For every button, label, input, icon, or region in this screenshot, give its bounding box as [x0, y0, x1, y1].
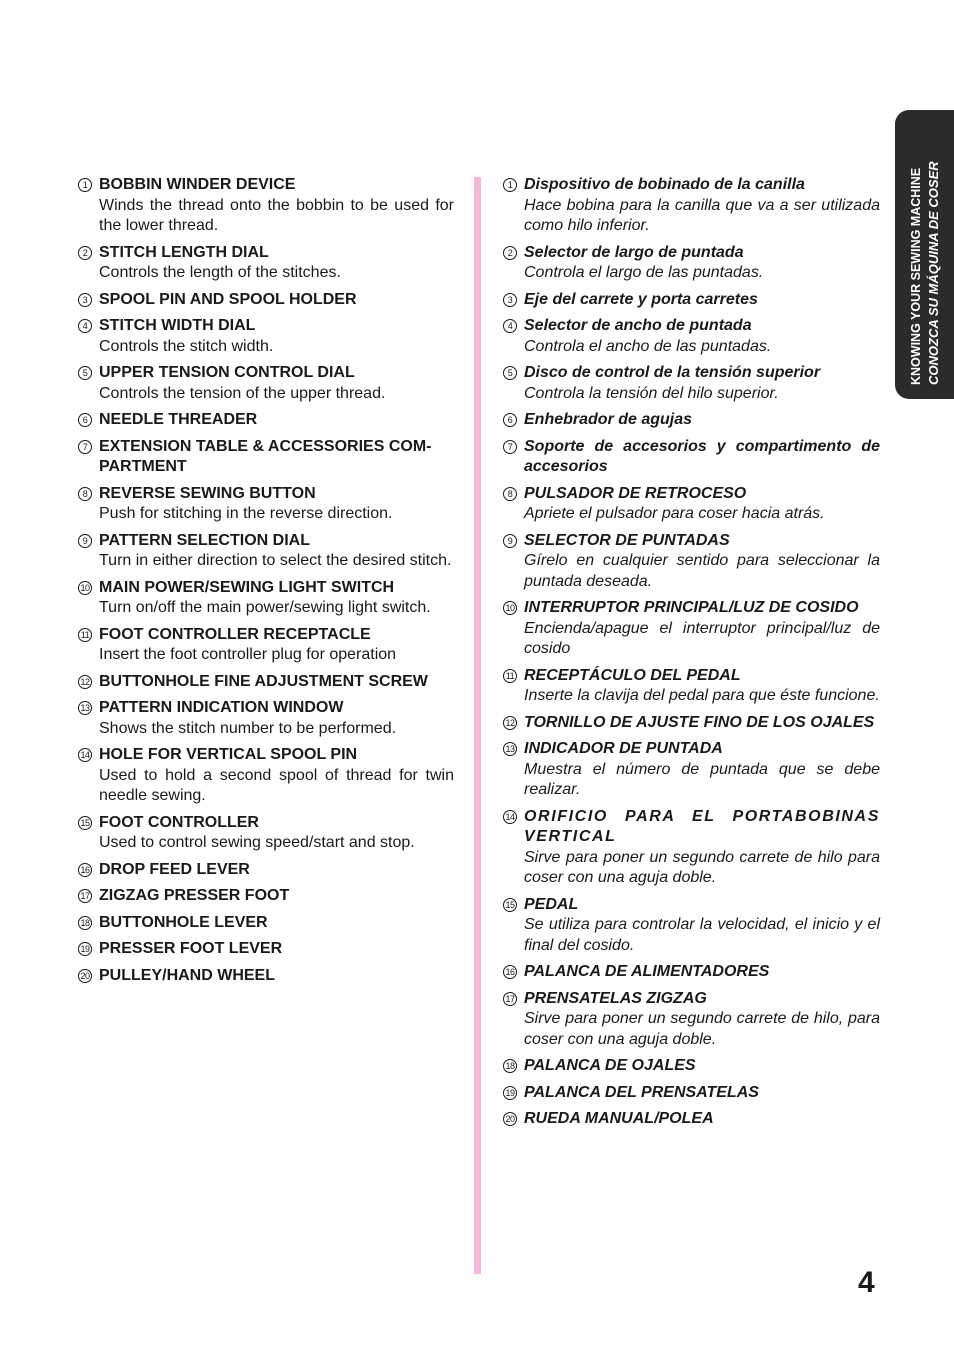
- item-heading: [78, 484, 454, 505]
- item-heading: [78, 913, 454, 934]
- parts-list-item: [503, 895, 880, 957]
- parts-list-item: [503, 484, 880, 525]
- item-number-badge: 11: [78, 628, 92, 642]
- item-number-badge: 4: [78, 319, 92, 333]
- item-title: TORNILLO DE AJUSTE FINO DE LOS OJALES: [524, 713, 875, 731]
- item-title: PEDAL: [524, 895, 579, 913]
- item-number-badge: 6: [78, 413, 92, 427]
- item-heading: [78, 886, 454, 907]
- item-title: PALANCA DE ALIMENTADORES: [524, 963, 770, 980]
- item-title: BUTTONHOLE FINE ADJUSTMENT SCREW: [99, 672, 428, 690]
- parts-list-item: [78, 966, 454, 987]
- item-description: Shows the stitch number to be performed.: [99, 719, 397, 737]
- item-title: ZIGZAG PRESSER FOOT: [99, 887, 290, 904]
- item-heading: [78, 672, 454, 693]
- parts-list-item: [503, 410, 880, 431]
- parts-list-item: [503, 666, 880, 707]
- item-title: RECEPTÁCULO DEL PEDAL: [524, 666, 741, 684]
- item-title: REVERSE SEWING BUTTON: [99, 484, 316, 502]
- item-number-badge: 8: [503, 487, 517, 501]
- item-title: ORIFICIO PARA EL PORTABOBINAS VERTICAL: [524, 807, 880, 845]
- parts-list-item: [503, 175, 880, 237]
- item-description: Controls the stitch width.: [99, 337, 274, 355]
- item-title: PATTERN SELECTION DIAL: [99, 531, 310, 549]
- item-title: SPOOL PIN AND SPOOL HOLDER: [99, 290, 357, 308]
- item-number-badge: 2: [78, 246, 92, 260]
- parts-list-item: [503, 531, 880, 593]
- item-heading: [503, 484, 880, 505]
- item-title: BOBBIN WINDER DEVICE: [99, 176, 296, 193]
- item-heading: [78, 363, 454, 384]
- item-title: INDICADOR DE PUNTADA: [524, 740, 723, 757]
- item-number-badge: 18: [503, 1059, 517, 1073]
- item-heading: [503, 666, 880, 687]
- parts-list-item: [78, 316, 454, 357]
- item-title: NEEDLE THREADER: [99, 411, 258, 428]
- item-description: Controls the tension of the upper thread.: [99, 384, 386, 402]
- item-title: Eje del carrete y porta carretes: [524, 290, 758, 308]
- item-heading: [78, 316, 454, 337]
- item-title: Selector de ancho de puntada: [524, 317, 752, 334]
- parts-list-item: [503, 962, 880, 983]
- item-number-badge: 5: [503, 366, 517, 380]
- parts-list-item: [78, 484, 454, 525]
- item-number-badge: 14: [78, 748, 92, 762]
- item-number-badge: 5: [78, 366, 92, 380]
- item-title: SELECTOR DE PUNTADAS: [524, 531, 730, 549]
- item-heading: [503, 1083, 880, 1104]
- item-number-badge: 16: [78, 863, 92, 877]
- item-title: PRESSER FOOT LEVER: [99, 940, 283, 957]
- item-heading: [78, 437, 454, 478]
- parts-list-item: [78, 886, 454, 907]
- item-number-badge: 19: [503, 1086, 517, 1100]
- item-number-badge: 13: [503, 742, 517, 756]
- item-heading: [503, 713, 880, 734]
- parts-list-item: [503, 989, 880, 1051]
- item-heading: [503, 531, 880, 552]
- item-title: STITCH LENGTH DIAL: [99, 243, 269, 261]
- item-heading: [78, 175, 454, 196]
- item-heading: [78, 966, 454, 987]
- item-heading: [78, 813, 454, 834]
- item-title: PATTERN INDICATION WINDOW: [99, 699, 344, 716]
- parts-list-item: [78, 531, 454, 572]
- column-divider: [474, 177, 481, 1274]
- item-title: RUEDA MANUAL/POLEA: [524, 1110, 714, 1127]
- item-number-badge: 1: [503, 178, 517, 192]
- item-number-badge: 18: [78, 916, 92, 930]
- item-number-badge: 11: [503, 669, 517, 683]
- item-number-badge: 14: [503, 810, 517, 824]
- item-description: Hace bobina para la canilla que va a ser utilizada como hilo inferior.: [524, 196, 880, 234]
- parts-list-item: [78, 437, 454, 478]
- item-number-badge: 7: [78, 440, 92, 454]
- item-number-badge: 2: [503, 246, 517, 260]
- item-title: Disco de control de la tensión superior: [524, 364, 821, 381]
- parts-list-item: [503, 290, 880, 311]
- item-description: Inserte la clavija del pedal para que éste funcione.: [524, 687, 880, 704]
- parts-list-item: [78, 578, 454, 619]
- item-heading: [78, 698, 454, 719]
- parts-list-item: [78, 175, 454, 237]
- item-description: Used to hold a second spool of thread for twin needle sewing.: [99, 766, 454, 804]
- item-title: PRENSATELAS ZIGZAG: [524, 989, 707, 1007]
- item-number-badge: 15: [78, 816, 92, 830]
- item-heading: [503, 989, 880, 1010]
- parts-list-item: [503, 1109, 880, 1130]
- item-heading: [503, 290, 880, 311]
- item-number-badge: 9: [503, 534, 517, 548]
- side-tab-spanish: CONOZCA SU MÁQUINA DE COSER: [925, 161, 941, 385]
- item-number-badge: 6: [503, 413, 517, 427]
- item-number-badge: 16: [503, 965, 517, 979]
- item-heading: [503, 175, 880, 196]
- item-heading: [78, 243, 454, 264]
- item-number-badge: 4: [503, 319, 517, 333]
- item-number-badge: 15: [503, 898, 517, 912]
- item-title: INTERRUPTOR PRINCIPAL/LUZ DE COSIDO: [524, 599, 859, 616]
- side-tab-english: KNOWING YOUR SEWING MACHINE: [908, 167, 923, 385]
- item-title: PULLEY/HAND WHEEL: [99, 966, 275, 984]
- item-title: Dispositivo de bobinado de la canilla: [524, 176, 805, 193]
- parts-list-item: [78, 363, 454, 404]
- parts-list-item: [503, 1056, 880, 1077]
- item-number-badge: 20: [503, 1112, 517, 1126]
- item-number-badge: 19: [78, 942, 92, 956]
- item-number-badge: 13: [78, 701, 92, 715]
- item-title: STITCH WIDTH DIAL: [99, 317, 256, 334]
- item-number-badge: 17: [503, 992, 517, 1006]
- item-description: Push for stitching in the reverse direction.: [99, 505, 393, 522]
- item-description: Controls the length of the stitches.: [99, 264, 341, 281]
- item-title: MAIN POWER/SEWING LIGHT SWITCH: [99, 578, 395, 596]
- parts-list-item: [503, 437, 880, 478]
- parts-list-item: [78, 813, 454, 854]
- item-description: Turn on/off the main power/sewing light switch.: [99, 599, 431, 616]
- item-title: HOLE FOR VERTICAL SPOOL PIN: [99, 746, 358, 763]
- item-title: Soporte de accesorios y compartimento de accesorios: [524, 437, 880, 475]
- item-description: Se utiliza para controlar la velocidad, el inicio y el final del cosido.: [524, 916, 880, 954]
- item-heading: [78, 578, 454, 599]
- item-description: Controla la tensión del hilo superior.: [524, 384, 779, 402]
- item-heading: [503, 895, 880, 916]
- parts-list-item: [78, 860, 454, 881]
- item-number-badge: 3: [78, 293, 92, 307]
- item-heading: [503, 1109, 880, 1130]
- item-description: Sirve para poner un segundo carrete de hilo para coser con una aguja doble.: [524, 848, 880, 886]
- item-description: Used to control sewing speed/start and stop.: [99, 834, 415, 851]
- item-title: BUTTONHOLE LEVER: [99, 913, 268, 931]
- spanish-parts-list: [503, 175, 880, 1136]
- item-description: Sirve para poner un segundo carrete de hilo, para coser con una aguja doble.: [524, 1010, 880, 1048]
- parts-list-item: [503, 243, 880, 284]
- item-heading: [78, 745, 454, 766]
- item-title: EXTENSION TABLE & ACCESSORIES COM-PARTMENT: [99, 437, 432, 475]
- item-number-badge: 20: [78, 969, 92, 983]
- parts-list-item: [78, 625, 454, 666]
- item-number-badge: 12: [78, 675, 92, 689]
- item-number-badge: 7: [503, 440, 517, 454]
- item-description: Controla el largo de las puntadas.: [524, 264, 764, 281]
- item-title: DROP FEED LEVER: [99, 860, 250, 878]
- parts-list-item: [78, 745, 454, 807]
- item-heading: [503, 962, 880, 983]
- parts-list-item: [78, 410, 454, 431]
- english-parts-list: [78, 175, 454, 992]
- item-number-badge: 1: [78, 178, 92, 192]
- parts-list-item: [78, 243, 454, 284]
- parts-list-item: [78, 672, 454, 693]
- parts-list-item: [78, 290, 454, 311]
- item-title: Enhebrador de agujas: [524, 411, 693, 428]
- item-heading: [503, 363, 880, 384]
- item-number-badge: 10: [78, 581, 92, 595]
- parts-list-item: [78, 913, 454, 934]
- item-heading: [78, 860, 454, 881]
- item-number-badge: 8: [78, 487, 92, 501]
- page-number: 4: [858, 1266, 875, 1299]
- item-heading: [503, 437, 880, 478]
- item-number-badge: 3: [503, 293, 517, 307]
- parts-list-item: [503, 1083, 880, 1104]
- item-title: Selector de largo de puntada: [524, 243, 744, 261]
- parts-list-item: [503, 739, 880, 801]
- parts-list-item: [503, 316, 880, 357]
- item-number-badge: 17: [78, 889, 92, 903]
- item-heading: [503, 739, 880, 760]
- item-description: Insert the foot controller plug for operation: [99, 646, 397, 663]
- parts-list-item: [78, 939, 454, 960]
- item-heading: [78, 625, 454, 646]
- item-number-badge: 9: [78, 534, 92, 548]
- item-description: Encienda/apague el interruptor principal/luz de cosido: [524, 619, 880, 657]
- item-heading: [503, 410, 880, 431]
- parts-list-item: [503, 598, 880, 660]
- parts-list-item: [78, 698, 454, 739]
- item-title: PALANCA DEL PRENSATELAS: [524, 1083, 759, 1101]
- item-heading: [503, 243, 880, 264]
- item-heading: [78, 410, 454, 431]
- section-side-tab: [895, 110, 954, 399]
- item-title: PULSADOR DE RETROCESO: [524, 484, 747, 502]
- item-description: Controla el ancho de las puntadas.: [524, 337, 772, 355]
- item-heading: [503, 316, 880, 337]
- parts-list-item: [503, 807, 880, 889]
- item-description: Apriete el pulsador para coser hacia atrás.: [524, 505, 825, 522]
- item-description: Turn in either direction to select the desired stitch.: [99, 552, 452, 569]
- item-description: Muestra el número de puntada que se debe realizar.: [524, 760, 880, 798]
- parts-list-item: [503, 713, 880, 734]
- item-heading: [78, 939, 454, 960]
- item-number-badge: 12: [503, 716, 517, 730]
- item-description: Gírelo en cualquier sentido para seleccionar la puntada deseada.: [524, 552, 880, 590]
- item-description: Winds the thread onto the bobbin to be used for the lower thread.: [99, 196, 454, 234]
- item-heading: [503, 1056, 880, 1077]
- parts-list-item: [503, 363, 880, 404]
- item-heading: [78, 290, 454, 311]
- item-title: FOOT CONTROLLER: [99, 813, 259, 831]
- item-number-badge: 10: [503, 601, 517, 615]
- item-heading: [78, 531, 454, 552]
- item-title: FOOT CONTROLLER RECEPTACLE: [99, 625, 371, 643]
- item-title: PALANCA DE OJALES: [524, 1057, 696, 1074]
- item-heading: [503, 807, 880, 848]
- item-heading: [503, 598, 880, 619]
- item-title: UPPER TENSION CONTROL DIAL: [99, 364, 355, 381]
